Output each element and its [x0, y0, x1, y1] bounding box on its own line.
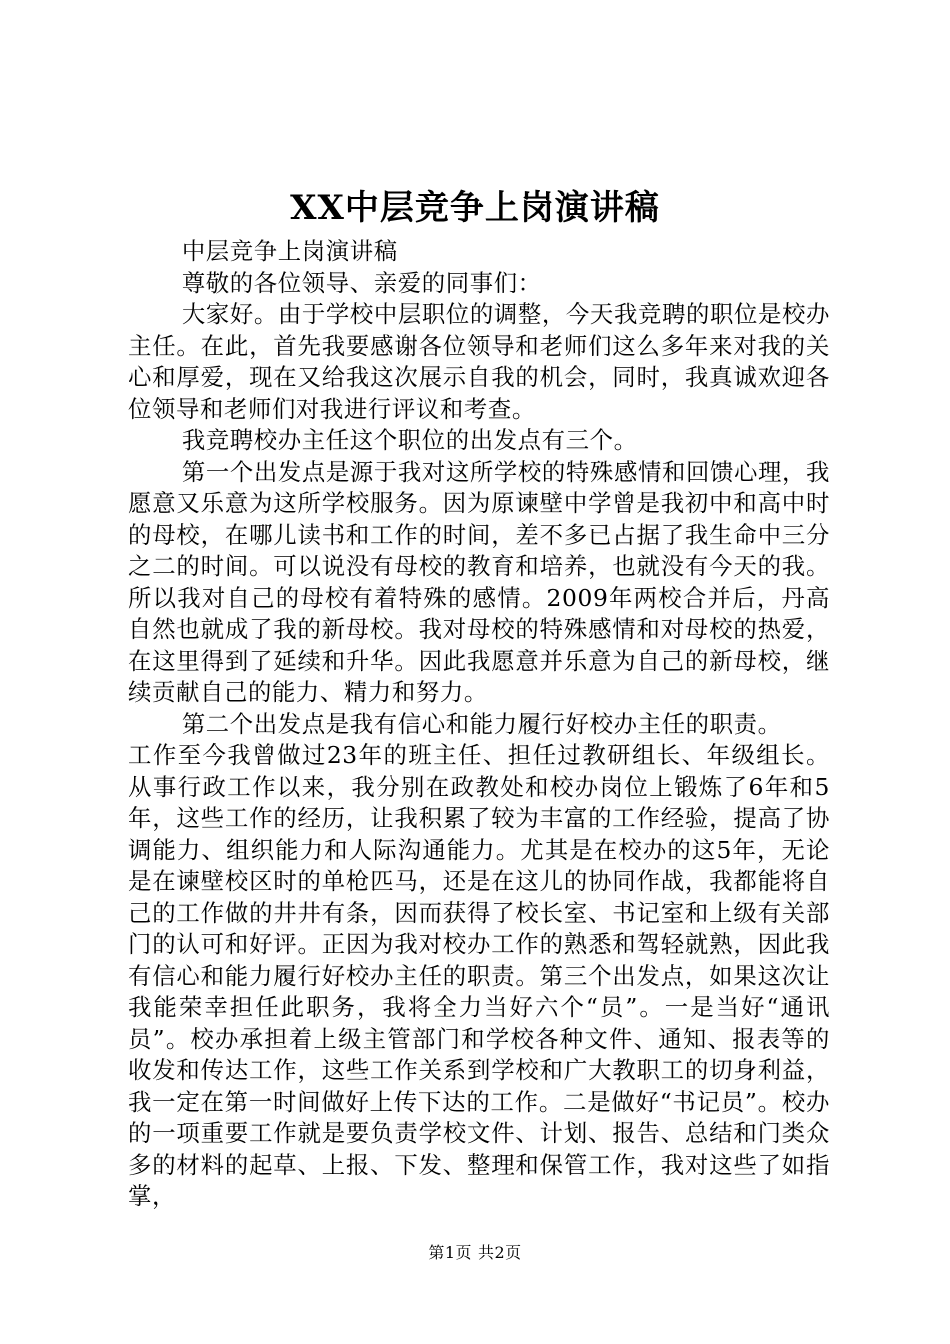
body-paragraph: 我竞聘校办主任这个职位的出发点有三个。 [181, 426, 638, 454]
page-number: 第1页 [428, 1243, 472, 1262]
body-paragraph-salutation: 尊敬的各位领导、亲爱的同事们： [181, 268, 542, 297]
body-paragraph: 第一个出发点是源于我对这所学校的特殊感情和回馈心理，我愿意又乐意为这所学校服务。因为原谏壁中学曾是我初中和高中时的母校，在哪儿读书和工作的时间，差不多已占据了我生命中三分之二的时间。可以说没有母校的教育和培养，也就没有今天的我。所以我对自己的母校有着特殊的感情。2009年两校合并后，丹高自然也就成了我的新母校。我对母校的特殊感情和对母校的热爱，在这里得到了延续和升华。因此我愿意并乐意为自己的新母校，继续贡献自己的能力、精力和努力。 [128, 457, 830, 706]
body-paragraph: 第二个出发点是我有信心和能力履行好校办主任的职责。 [181, 709, 782, 738]
page-total: 共2页 [478, 1243, 522, 1262]
page-footer [0, 1243, 950, 1263]
body-paragraph: 工作至今我曾做过23年的班主任、担任过教研组长、年级组长。从事行政工作以来，我分别在政教处和校办岗位上锻炼了6年和5年，这些工作的经历，让我积累了较为丰富的工作经验，提高了协调能力、组织能力和人际沟通能力。尤其是在校办的这5年，无论是在谏壁校区时的单枪匹马，还是在这儿的协同作战，我都能将自己的工作做的井井有条，因而获得了校长室、书记室和上级有关部门的认可和好评。正因为我对校办工作的熟悉和驾轻就熟，因此我有信心和能力履行好校办主任的职责。第三个出发点，如果这次让我能荣幸担任此职务，我将全力当好六个“员”。一是当好“通讯员”。校办承担着上级主管部门和学校各种文件、通知、报表等的收发和传达工作，这些工作关系到学校和广大教职工的切身利益，我一定在第一时间做好上传下达的工作。二是做好“书记员”。校办的一项重要工作就是要负责学校文件、计划、报告、总结和门类众多的材料的起草、上报、下发、整理和保管工作，我对这些了如指掌， [128, 741, 830, 1210]
document-title: XX中层竞争上岗演讲稿 [290, 188, 660, 228]
body-paragraph: 大家好。由于学校中层职位的调整，今天我竞聘的职位是校办主任。在此，首先我要感谢各位领导和老师们这么多年来对我的关心和厚爱，现在又给我这次展示自我的机会，同时，我真诚欢迎各位领导和老师们对我进行评议和考查。 [128, 300, 830, 423]
document-body [128, 236, 830, 1213]
body-paragraph-subtitle: 中层竞争上岗演讲稿 [181, 237, 398, 265]
